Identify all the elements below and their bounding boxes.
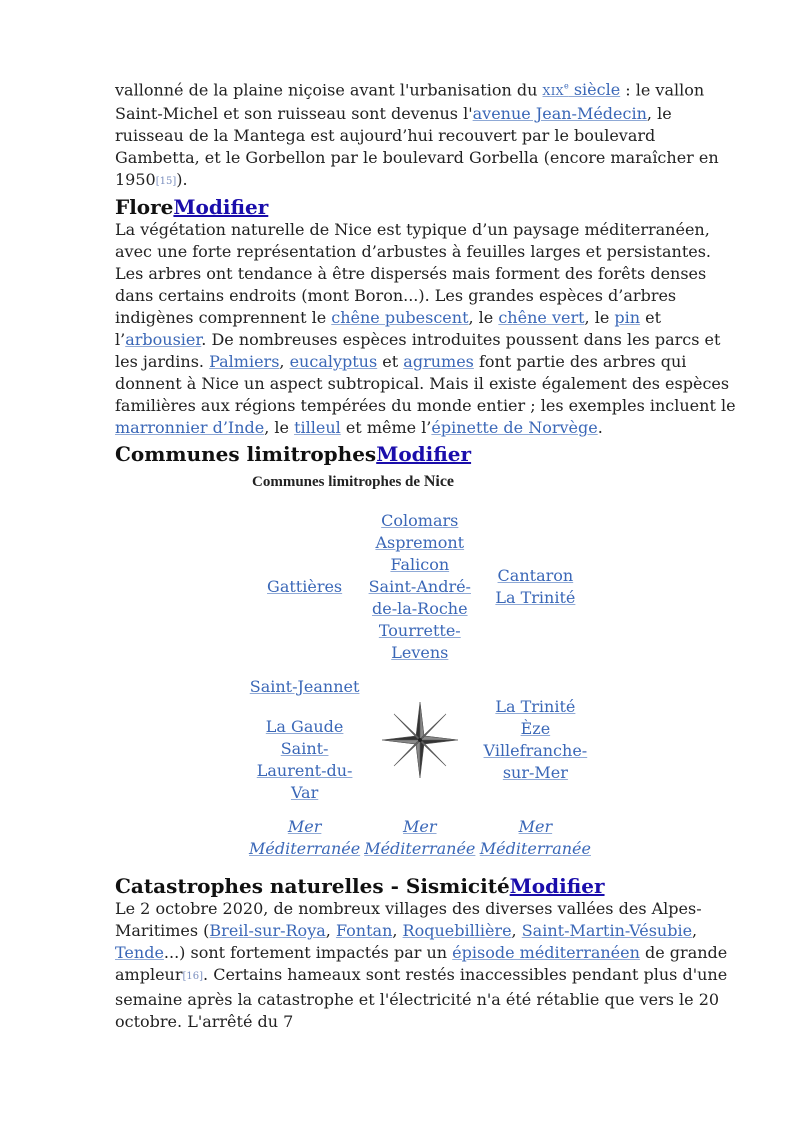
link-tilleul[interactable]: tilleul — [294, 418, 341, 438]
text: La végétation naturelle de Nice est typique d’un paysage méditerranéen, avec une forte représentation d’arbustes à feuilles larges et persistantes. Les arbres ont tendance à être dispersés mais forment des forêts denses dans certains endroits (mont Boron...). Les grandes espèces d’arbres indigènes comprennent le — [115, 220, 712, 328]
link-eucalyptus[interactable]: eucalyptus — [289, 352, 378, 372]
link-chene-vert[interactable]: chêne vert — [498, 308, 585, 328]
heading-text: Communes limitrophes — [115, 442, 377, 467]
text: et même l’ — [340, 418, 432, 438]
cell-northeast — [477, 504, 593, 670]
link-mer-mediterranee[interactable]: Mer Méditerranée — [479, 817, 591, 859]
flore-paragraph — [115, 219, 740, 439]
link-colomars[interactable]: Colomars — [381, 511, 459, 531]
reference-link[interactable]: [16] — [182, 971, 204, 983]
text: , — [279, 352, 290, 372]
reference-16[interactable] — [183, 971, 204, 982]
link-arbousier[interactable]: arbousier — [125, 330, 202, 350]
section-heading-flore — [115, 195, 740, 219]
link-fontan[interactable]: Fontan — [335, 921, 393, 941]
table-row-middle — [247, 670, 593, 810]
link-agrumes[interactable]: agrumes — [403, 352, 474, 372]
link-mer-mediterranee[interactable]: Mer Méditerranée — [364, 817, 476, 859]
link-saint-andre-de-la-roche[interactable]: Saint-André-de-la-Roche — [368, 577, 471, 619]
text: de grande ampleur — [115, 943, 728, 985]
link-marronnier-dinde[interactable]: marronnier d’Inde — [115, 418, 265, 438]
link-tourrette-levens[interactable]: Tourrette-Levens — [378, 621, 461, 663]
cell-northwest — [247, 504, 362, 670]
text: , — [392, 921, 403, 941]
text: , — [692, 921, 698, 941]
link-saint-jeannet[interactable]: Saint-Jeannet — [249, 677, 360, 697]
link-mer-mediterranee[interactable]: Mer Méditerranée — [249, 817, 361, 859]
century-roman: XIX — [542, 85, 564, 99]
link-la-gaude[interactable]: La Gaude — [265, 717, 344, 737]
caption-text: Communes limitrophes de — [252, 474, 424, 491]
caption-city: Nice — [423, 473, 455, 491]
link-falicon[interactable]: Falicon — [390, 555, 450, 575]
link-palmiers[interactable]: Palmiers — [209, 352, 280, 372]
cell-southeast — [477, 810, 593, 866]
text: . De nombreuses espèces introduites poussent dans les parcs et les jardins. — [115, 330, 721, 372]
link-la-trinite[interactable]: La Trinité — [495, 697, 576, 717]
link-cantaron[interactable]: Cantaron — [497, 566, 574, 586]
text: , le — [264, 418, 295, 438]
table-row-north — [247, 504, 593, 670]
link-chene-pubescent[interactable]: chêne pubescent — [331, 308, 469, 328]
text: et — [377, 352, 404, 372]
table-caption — [247, 473, 593, 504]
cell-north — [362, 504, 477, 670]
text: . — [597, 418, 603, 438]
text: , le ruisseau de la Mantega est aujourd’hui recouvert par le boulevard Gambetta, et le Gorbellon par le boulevard Gorbella (encore maraîcher en 1950 — [115, 104, 719, 190]
text: , le — [584, 308, 615, 328]
heading-text: Flore — [115, 195, 174, 220]
text: et l’ — [115, 308, 662, 350]
intro-paragraph — [115, 76, 740, 194]
heading-text: Catastrophes naturelles - Sismicité — [115, 874, 510, 899]
reference-15[interactable] — [156, 176, 177, 187]
link-gattieres[interactable]: Gattières — [267, 577, 343, 597]
edit-section-communes-link[interactable]: Modifier — [376, 442, 472, 467]
compass-rose-icon — [380, 700, 460, 780]
link-tende[interactable]: Tende — [115, 943, 164, 963]
text: , — [325, 921, 336, 941]
article-body — [115, 76, 740, 1033]
reference-link[interactable]: [15] — [155, 176, 177, 188]
cell-west — [247, 670, 362, 810]
link-breil-sur-roya[interactable]: Breil-sur-Roya — [209, 921, 326, 941]
text: font partie des arbres qui donnent à Nice un aspect subtropical. Mais il existe également des espèces familières aux régions tempérées du monde entier ; les exemples incluent le — [115, 352, 736, 416]
text: ...) sont fortement impactés par un — [163, 943, 453, 963]
cell-center — [362, 670, 477, 810]
neighbouring-communes-table — [247, 473, 593, 866]
century-word: siècle — [568, 80, 621, 100]
catastrophes-paragraph — [115, 898, 740, 1033]
edit-section-flore-link[interactable]: Modifier — [173, 195, 269, 220]
cell-southwest — [247, 810, 362, 866]
link-villefranche-sur-mer[interactable]: Villefranche-sur-Mer — [483, 741, 588, 783]
century-sup: e — [564, 82, 569, 91]
link-avenue-jean-medecin[interactable]: avenue Jean-Médecin — [472, 104, 647, 124]
link-aspremont[interactable]: Aspremont — [375, 533, 465, 553]
edit-section-catastrophes-link[interactable]: Modifier — [509, 874, 605, 899]
text: Le 2 octobre 2020, de nombreux villages des diverses vallées des Alpes-Maritimes ( — [115, 899, 702, 941]
text: : le vallon Saint-Michel et son ruisseau sont devenus l' — [115, 80, 705, 124]
cell-south — [362, 810, 477, 866]
link-saint-martin-vesubie[interactable]: Saint-Martin-Vésubie — [521, 921, 693, 941]
link-episode-mediterraneen[interactable]: épisode méditerranéen — [452, 943, 640, 963]
text: , le — [468, 308, 499, 328]
link-saint-laurent-du-var[interactable]: Saint-Laurent-du-Var — [256, 739, 353, 803]
link-roquebilliere[interactable]: Roquebillière — [402, 921, 512, 941]
text: ). — [176, 170, 188, 190]
text: . Certains hameaux sont restés inaccessibles pendant plus d'une semaine après la catastrophe et l'électricité n'a été rétablie que vers le 20 octobre. L'arrêté du 7 — [115, 965, 728, 1032]
cell-east — [477, 670, 593, 810]
table-row-south — [247, 810, 593, 866]
link-la-trinite[interactable]: La Trinité — [495, 588, 576, 608]
link-epinette-de-norvege[interactable]: épinette de Norvège — [431, 418, 598, 438]
link-pin[interactable]: pin — [614, 308, 641, 328]
text: vallonné de la plaine niçoise avant l'urbanisation du — [115, 80, 543, 100]
section-heading-catastrophes — [115, 874, 740, 898]
link-eze[interactable]: Èze — [520, 719, 551, 739]
section-heading-communes-limitrophes — [115, 442, 740, 466]
link-xix-siecle[interactable] — [542, 80, 620, 99]
text: , — [511, 921, 522, 941]
